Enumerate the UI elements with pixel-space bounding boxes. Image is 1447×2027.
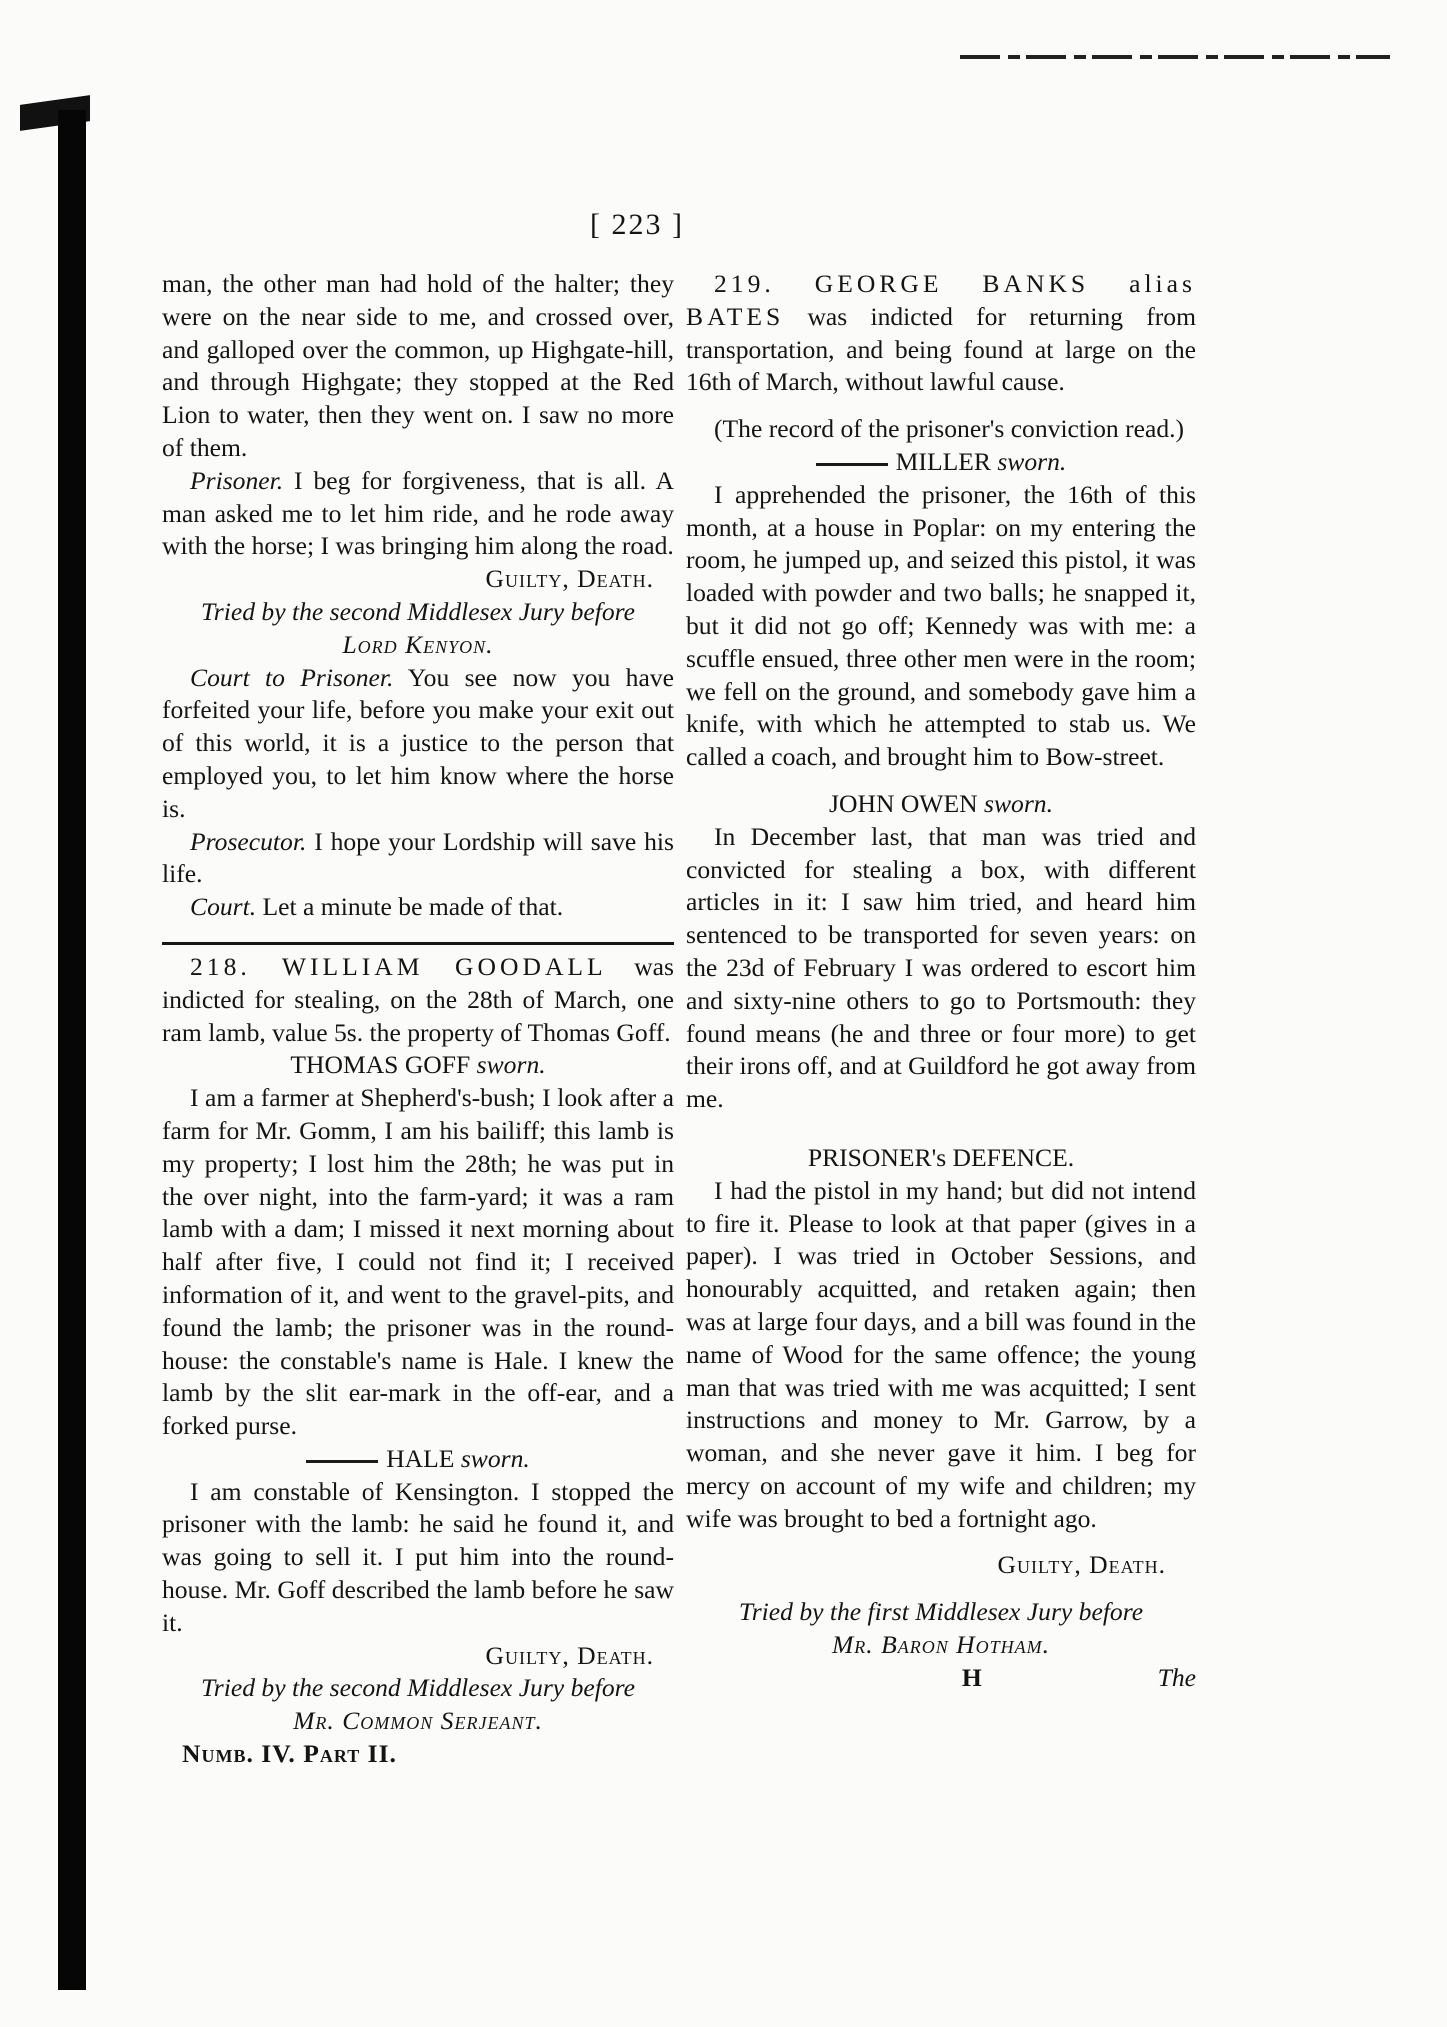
statement-text: I beg for forgiveness, that is all. A man asked me to let him ride, and he rode away with the horse; I was bringing him along the road. [162, 465, 674, 561]
binding-edge [58, 110, 86, 1990]
verdict: Guilty, Death. [997, 1550, 1166, 1580]
witness-heading [686, 788, 1196, 821]
right-column [686, 268, 1196, 1695]
dash-rule [306, 1460, 378, 1463]
statement-text: I hope your Lordship will save his life. [162, 826, 674, 889]
catchword: The [1157, 1662, 1196, 1692]
tried-line: Tried by the second Middlesex Jury before [200, 596, 636, 626]
speaker-label: Court to Prisoner. [190, 662, 394, 692]
tried-line: Tried by the first Middlesex Jury before [738, 1597, 1144, 1627]
case-218 [162, 951, 674, 1049]
section-rule [162, 942, 674, 945]
case-heading: 219. GEORGE BANKS alias BATES [686, 269, 1196, 331]
record-note: (The record of the prisoner's conviction read.) [714, 414, 1185, 444]
court-statement [162, 662, 674, 826]
tried-judge: Mr. Common Serjeant. [293, 1706, 543, 1736]
tried-line: Tried by the second Middlesex Jury before [200, 1673, 636, 1703]
dash-rule [816, 463, 888, 466]
witness-heading [686, 446, 1196, 479]
speaker-label: Prosecutor. [190, 826, 307, 856]
sworn-label: sworn. [476, 1050, 546, 1080]
witness-heading [162, 1443, 674, 1476]
speaker-label: Prisoner. [190, 465, 284, 495]
verdict: Guilty, Death. [485, 1640, 654, 1670]
case-text: was indicted for stealing, on the 28th of March, one ram lamb, value 5s. the property of Thomas Goff. [162, 951, 675, 1047]
statement-text: You see now you have forfeited your life, before you make your exit out of this world, it is a justice to the person that employed you, to let him know where the horse is. [162, 662, 674, 823]
witness-name: THOMAS GOFF [290, 1050, 471, 1080]
top-rule [960, 55, 1390, 59]
sworn-label: sworn. [997, 446, 1067, 476]
witness-name: HALE [386, 1443, 455, 1473]
defence-heading: PRISONER's DEFENCE. [807, 1142, 1075, 1172]
defence-text: I had the pistol in my hand; but did not intend to fire it. Please to look at that paper (gives in a paper). I was tried in October Sessions, and honourably acquitted, and retaken again; then was at large four days, and a bill was found in the name of Wood for the same offence; the young man that was tried with me was acquitted; I sent instructions and money to Mr. Garrow, by a woman, and she never gave it him. I beg for mercy on account of my wife and children; my wife was brought to bed a fortnight ago. [686, 1175, 1196, 1533]
tried-judge: Mr. Baron Hotham. [831, 1630, 1051, 1660]
speaker-label: Court. [190, 892, 257, 922]
witness-heading [162, 1049, 674, 1082]
page-number: [ 223 ] [590, 208, 684, 241]
footer-signature: Numb. IV. Part II. [182, 1739, 397, 1769]
witness-name: MILLER [895, 446, 991, 476]
prosecutor-statement [162, 826, 674, 892]
signature-mark: H [961, 1662, 982, 1692]
case-heading: 218. WILLIAM GOODALL [190, 951, 607, 981]
footer-line [686, 1662, 1196, 1695]
verdict: Guilty, Death. [485, 564, 654, 594]
statement-text: Let a minute be made of that. [262, 892, 564, 922]
testimony: I am a farmer at Shepherd's-bush; I look after a farm for Mr. Gomm, I am his bailiff; this lamb is my property; I lost him the 28th; he was put in the over night, into the farm-yard; it was a ram lamb with a dam; I missed it next morning about half after five, I could not find it; I received information of it, and went to the gravel-pits, and found the lamb; the prisoner was in the round-house: the constable's name is Hale. I knew the lamb by the slit ear-mark in the off-ear, and a forked purse. [162, 1083, 674, 1441]
case-219 [686, 268, 1196, 399]
tried-judge: Lord Kenyon. [342, 629, 494, 659]
sworn-label: sworn. [460, 1443, 530, 1473]
sworn-label: sworn. [984, 788, 1053, 818]
testimony: In December last, that man was tried and convicted for stealing a box, with different articles in it: I saw him tried, and heard him sentenced to be transported for seven years: on the 23d of February I was ordered to escort him and sixty-nine others to go to Portsmouth: they found means (he and three or four more) to get their irons off, and at Guildford he got away from me. [686, 821, 1196, 1114]
testimony: I am constable of Kensington. I stopped the prisoner with the lamb: he said he found it, and was going to sell it. I put him into the round-house. Mr. Goff described the lamb before he saw it. [162, 1476, 674, 1637]
testimony: I apprehended the prisoner, the 16th of this month, at a house in Poplar: on my entering the room, he jumped up, and seized this pistol, it was loaded with powder and two balls; he snapped it, but it did not go off; Kennedy was with me: a scuffle ensued, three other men were in the room; we fell on the ground, and somebody gave him a knife, with which he attempted to stab us. We called a coach, and brought him to Bow-street. [686, 479, 1196, 772]
continuation-text: man, the other man had hold of the halter; they were on the near side to me, and crossed over, and galloped over the common, up Highgate-hill, and through Highgate; they stopped at the Red Lion to water, then they went on. I saw no more of them. [162, 269, 674, 462]
prisoner-statement [162, 465, 674, 563]
left-column [162, 268, 674, 1771]
witness-name: JOHN OWEN [829, 788, 978, 818]
court-statement-2 [162, 891, 674, 924]
case-text: was indicted for returning from transportation, and being found at large on the 16th of March, without lawful cause. [686, 301, 1196, 397]
